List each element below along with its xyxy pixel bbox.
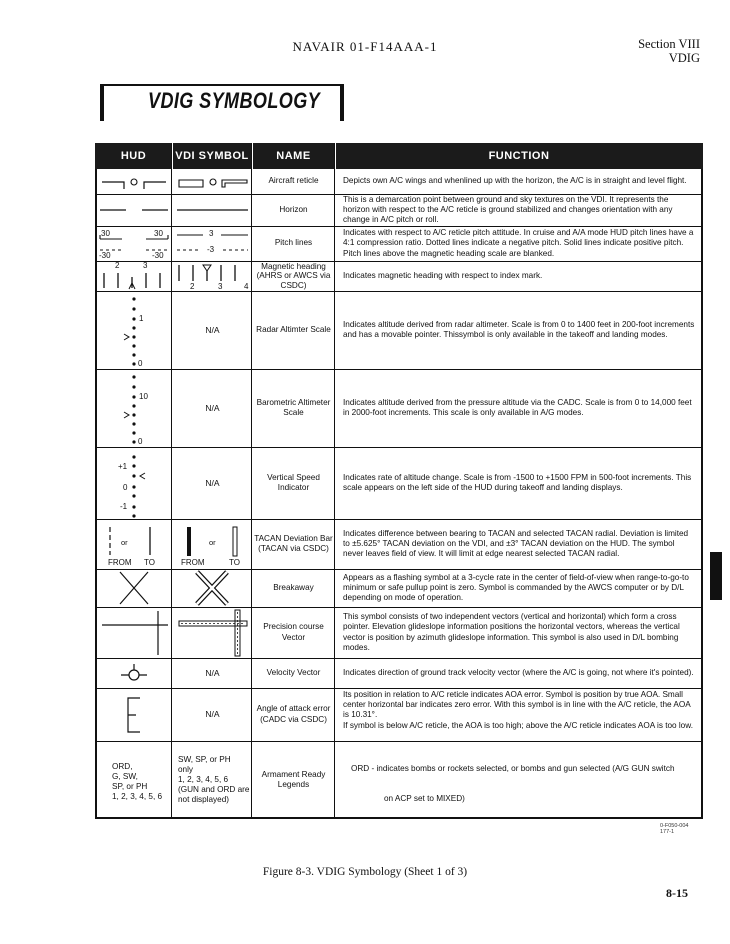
hud-baro-altimeter-symbol [96, 369, 172, 447]
name-pitch-lines: Pitch lines [274, 238, 313, 248]
function-barometric-altimeter: Indicates altitude derived from the pressure altitude via the CADC. Scale is from 0 to 14,000 feet in 2000-foot increments. This scale is only available in A/G modes. [343, 397, 692, 417]
col-vdi-symbol: VDI SYMBOL [175, 150, 249, 162]
vdi-armament-legend [174, 755, 252, 815]
name-velocity-vector: Velocity Vector [266, 667, 321, 677]
vdi-legend-line: SW, SP, or PH [178, 755, 231, 764]
hud-precision-course-symbol [96, 607, 172, 658]
function-tacan-deviation: Indicates difference between bearing to TACAN and selected TACAN radial. Deviation is limited to ±5.625° TACAN deviation on the VDI, and ±3° TACAN deviation on the HUD. The symbol never leaves field of view. It will limit at edge nearest selected TACAN radial. [343, 528, 689, 559]
from-label: FROM [181, 558, 205, 567]
vdi-legend-line: only [178, 765, 194, 774]
pitch-label-neg30: -30 [99, 251, 111, 260]
aircraft-reticle-icon [173, 169, 252, 194]
vdi-not-applicable: N/A [205, 477, 220, 488]
cross-pointer-icon [96, 607, 172, 658]
subsection-text: VDIG [668, 51, 700, 65]
vdi-heading-label-3: 3 [218, 282, 223, 291]
function-radar-altimeter: Indicates altitude derived from radar altimeter. Scale is from 0 to 1400 feet in 200-foot increments and has a movable pointer. Thissymbol is only available in the takeoff and landing modes. [343, 319, 695, 339]
vsi-label-plus1: +1 [118, 462, 128, 471]
section-label [638, 37, 700, 65]
to-label: TO [229, 558, 240, 567]
pitch-label-30: 30 [101, 229, 110, 238]
hud-breakaway-symbol [96, 569, 172, 607]
pitch-label-neg30: -30 [152, 251, 164, 260]
hud-legend-line: ORD, [112, 762, 133, 771]
name-barometric-altimeter: Barometric Altimeter Scale [256, 397, 331, 417]
baro-label-10: 10 [139, 392, 148, 401]
page-title: VDIG SYMBOLOGY [148, 88, 321, 113]
heading-scale-icon [173, 261, 252, 291]
section-thumb-tab [710, 552, 722, 600]
vdi-pitch-label-neg3: -3 [207, 245, 215, 254]
function-horizon: This is a demarcation point between ground and sky textures on the VDI. It represents the horizon with respect to the A/C reticle is ground stabilized and changes orientation with any change in A/C pitch or roll. [343, 194, 673, 225]
baro-label-0: 0 [138, 437, 143, 446]
hud-heading-scale-symbol [96, 261, 172, 291]
or-label: or [121, 538, 128, 547]
vdi-heading-label-4: 4 [244, 282, 249, 291]
vdi-aircraft-reticle-symbol [173, 169, 252, 194]
name-armament-legends: Armament Ready Legends [261, 769, 326, 789]
header-divider [335, 143, 336, 169]
header-divider [252, 143, 253, 169]
vdi-not-applicable: N/A [205, 324, 220, 335]
radalt-label-1: 1 [139, 314, 144, 323]
hud-legend-line: SP, or PH [112, 782, 148, 791]
col-function: FUNCTION [488, 150, 550, 162]
altitude-scale-icon [96, 369, 172, 447]
from-label: FROM [108, 558, 132, 567]
name-angle-of-attack: Angle of attack error (CADC via CSDC) [256, 704, 331, 724]
hud-legend-line: G, SW, [112, 772, 138, 781]
function-aircraft-reticle: Depicts own A/C wings and whenlined up with the horizon, the A/C is in straight and level flight. [343, 176, 687, 186]
vsi-label-0: 0 [123, 483, 128, 492]
or-label: or [209, 538, 216, 547]
to-label: TO [144, 558, 155, 567]
vdi-not-applicable: N/A [205, 667, 220, 678]
altitude-scale-icon [96, 291, 172, 369]
hud-aircraft-reticle-symbol [96, 169, 172, 194]
function-magnetic-heading: Indicates magnetic heading with respect to index mark. [343, 270, 543, 280]
horizon-line-icon [173, 194, 252, 226]
vdi-precision-course-symbol [173, 607, 252, 658]
vertical-speed-scale-icon [96, 447, 172, 519]
function-precision-course: This symbol consists of two independent vectors (vertical and horizontal) which form a cross pointer. Elevation glideslope information positions the horizontal vectors, whereas the vertical vector is position by azimuth glideslope information. This symbol is also used in D/L bombing modes. [343, 612, 680, 652]
heading-label-2: 2 [115, 261, 120, 270]
aoa-function-line: Its position in relation to A/C reticle indicates AOA error. Symbol is position by true AOA. Small center horizontal bar indicates zero error. With this symbol is in line with the A/C reticle, the AOA is 10.31°. [343, 690, 691, 720]
hud-velocity-vector-symbol [96, 658, 172, 688]
hud-vsi-symbol [96, 447, 172, 519]
hud-legend-line: 1, 2, 3, 4, 5, 6 [112, 792, 163, 801]
vdi-legend-line: not displayed) [178, 795, 229, 804]
horizon-line-icon [96, 194, 172, 226]
armament-function-line: on ACP set to MIXED) [384, 794, 465, 803]
function-armament-legends [351, 744, 701, 818]
page-number: 8-15 [666, 886, 688, 900]
armament-function-line: ORD - indicates bombs or rockets selected, or bombs and gun selected (A/G GUN switch [351, 764, 675, 773]
name-radar-altimeter: Radar Altimter Scale [256, 324, 331, 334]
vdi-legend-line: (GUN and ORD are [178, 785, 250, 794]
vdi-not-applicable: N/A [205, 402, 220, 413]
function-angle-of-attack [343, 690, 698, 741]
name-breakaway: Breakaway [273, 582, 314, 592]
vdi-breakaway-symbol [173, 569, 252, 607]
breakaway-x-icon [96, 569, 172, 607]
name-vertical-speed: Vertical Speed Indicator [267, 472, 320, 492]
grid-line [95, 741, 703, 742]
pitch-label-30: 30 [154, 229, 163, 238]
cross-pointer-icon [173, 607, 252, 658]
hud-horizon-symbol [96, 194, 172, 226]
vdi-legend-line: 1, 2, 3, 4, 5, 6 [178, 775, 229, 784]
velocity-vector-icon [96, 658, 172, 688]
name-precision-course: Precision course Vector [263, 622, 324, 642]
aoa-function-line: If symbol is below A/C reticle, the AOA is too high; above the A/C reticle indicates AOA is too low. [343, 720, 693, 730]
vdi-horizon-symbol [173, 194, 252, 226]
function-vertical-speed: Indicates rate of altitude change. Scale is from -1500 to +1500 FPM in 500-foot increments. This scale appears on the left side of the HUD during takeoff and landing displays. [343, 472, 692, 492]
hud-tacan-bar-symbol [96, 519, 172, 569]
figure-code-line: 0-F050-004 [660, 823, 689, 829]
function-breakaway: Appears as a flashing symbol at a 3-cycle rate in the center of field-of-view when range-to-go-to minimum or safe pullup point is zero. Symbol is commanded by the AWCS computer or by D/L depending on mode of operation. [343, 572, 689, 603]
name-aircraft-reticle: Aircraft reticle [268, 176, 319, 186]
aircraft-reticle-icon [96, 169, 172, 194]
vdi-not-applicable: N/A [205, 709, 220, 720]
figure-code-line: 177-1 [660, 829, 675, 835]
col-hud-symbol: HUD SYMBOL [108, 150, 159, 188]
section-text: Section VIII [638, 37, 700, 51]
vdi-tacan-bar-symbol [173, 519, 252, 569]
hud-pitch-lines-symbol [96, 226, 172, 261]
header-divider [172, 143, 173, 169]
vdi-pitch-label-3: 3 [209, 229, 214, 238]
hud-radar-altimeter-symbol [96, 291, 172, 369]
name-tacan-deviation: TACAN Deviation Bar (TACAN via CSDC) [254, 534, 333, 553]
hud-armament-legend [108, 762, 172, 812]
document-number: NAVAIR 01-F14AAA-1 [292, 39, 438, 54]
vdi-pitch-lines-symbol [173, 226, 252, 261]
hud-aoa-symbol [96, 688, 172, 741]
name-horizon: Horizon [279, 204, 308, 214]
heading-label-3: 3 [143, 261, 148, 270]
breakaway-x-icon [173, 569, 252, 607]
name-magnetic-heading: Magnetic heading (AHRS or AWCS via CSDC) [256, 261, 331, 290]
function-pitch-lines: Indicates with respect to A/C reticle pitch attitude. In cruise and A/A mode HUD pitch lines have a 4:1 compression ratio. Dotted lines indicate a negative pitch. Solid lines indicate positive pitch. Pitch lines above the magnetic heading scale are blanked. [343, 228, 694, 258]
function-velocity-vector: Indicates direction of ground track velocity vector (where the A/C is going, not where it's pointed). [343, 667, 694, 677]
heading-scale-icon [96, 261, 172, 291]
vdi-heading-label-2: 2 [190, 282, 195, 291]
vdi-heading-scale-symbol [173, 261, 252, 291]
radalt-label-0: 0 [138, 359, 143, 368]
aoa-bracket-icon [96, 688, 172, 741]
figure-caption: Figure 8-3. VDIG Symbology (Sheet 1 of 3) [262, 866, 468, 878]
figure-code [660, 823, 688, 835]
vsi-label-minus1: -1 [120, 502, 128, 511]
col-name: NAME [276, 150, 311, 162]
